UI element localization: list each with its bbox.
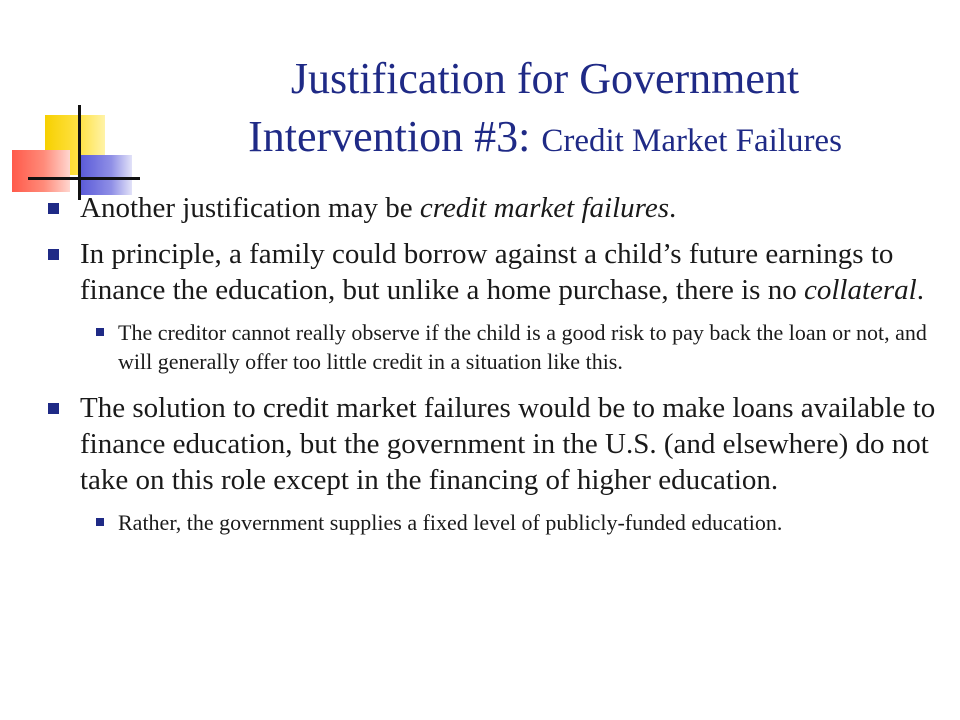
bullet-2-end: .	[916, 274, 924, 306]
bullet-square-icon	[48, 203, 59, 214]
bullet-1-end: .	[669, 192, 677, 224]
title-line-2: Intervention #3:	[248, 112, 542, 161]
bullet-square-icon	[48, 249, 59, 260]
sub-bullet-square-icon	[96, 518, 104, 526]
bullet-3-text: The solution to credit market failures would be to make loans available to finance education, but the government in the U.S. (and elsewhere) do not take on this role except in the financing of higher education.	[80, 392, 936, 496]
bullet-1-text: Another justification may be	[80, 192, 420, 224]
title-line-1: Justification for Government	[290, 54, 800, 103]
sub-bullet-item-3	[48, 508, 948, 537]
bullet-square-icon	[48, 403, 59, 414]
bullet-2-text: In principle, a family could borrow against a child’s future earnings to finance the education, but unlike a home purchase, there is no	[80, 238, 894, 306]
bullet-item-1	[48, 190, 948, 226]
slide-title	[150, 50, 940, 170]
bullet-2-emphasis: collateral	[803, 274, 917, 306]
title-subtitle: Credit Market Failures	[541, 123, 842, 159]
red-square-decoration	[12, 150, 70, 192]
sub-bullet-2-text: The creditor cannot really observe if the child is a good risk to pay back the loan or not, and will generally offer too little credit in a situation like this.	[118, 320, 927, 374]
bullet-1-emphasis: credit market failures	[419, 192, 669, 224]
bullet-item-2	[48, 236, 948, 308]
horizontal-line-decoration	[28, 177, 140, 180]
vertical-line-decoration	[78, 105, 81, 200]
slide-body	[48, 190, 948, 551]
blue-square-decoration	[80, 155, 132, 195]
bullet-item-3	[48, 390, 948, 498]
sub-bullet-item-2	[48, 318, 948, 376]
decorative-corner-graphic	[0, 0, 140, 200]
sub-bullet-3-text: Rather, the government supplies a fixed level of publicly-funded education.	[118, 510, 783, 535]
sub-bullet-square-icon	[96, 328, 104, 336]
